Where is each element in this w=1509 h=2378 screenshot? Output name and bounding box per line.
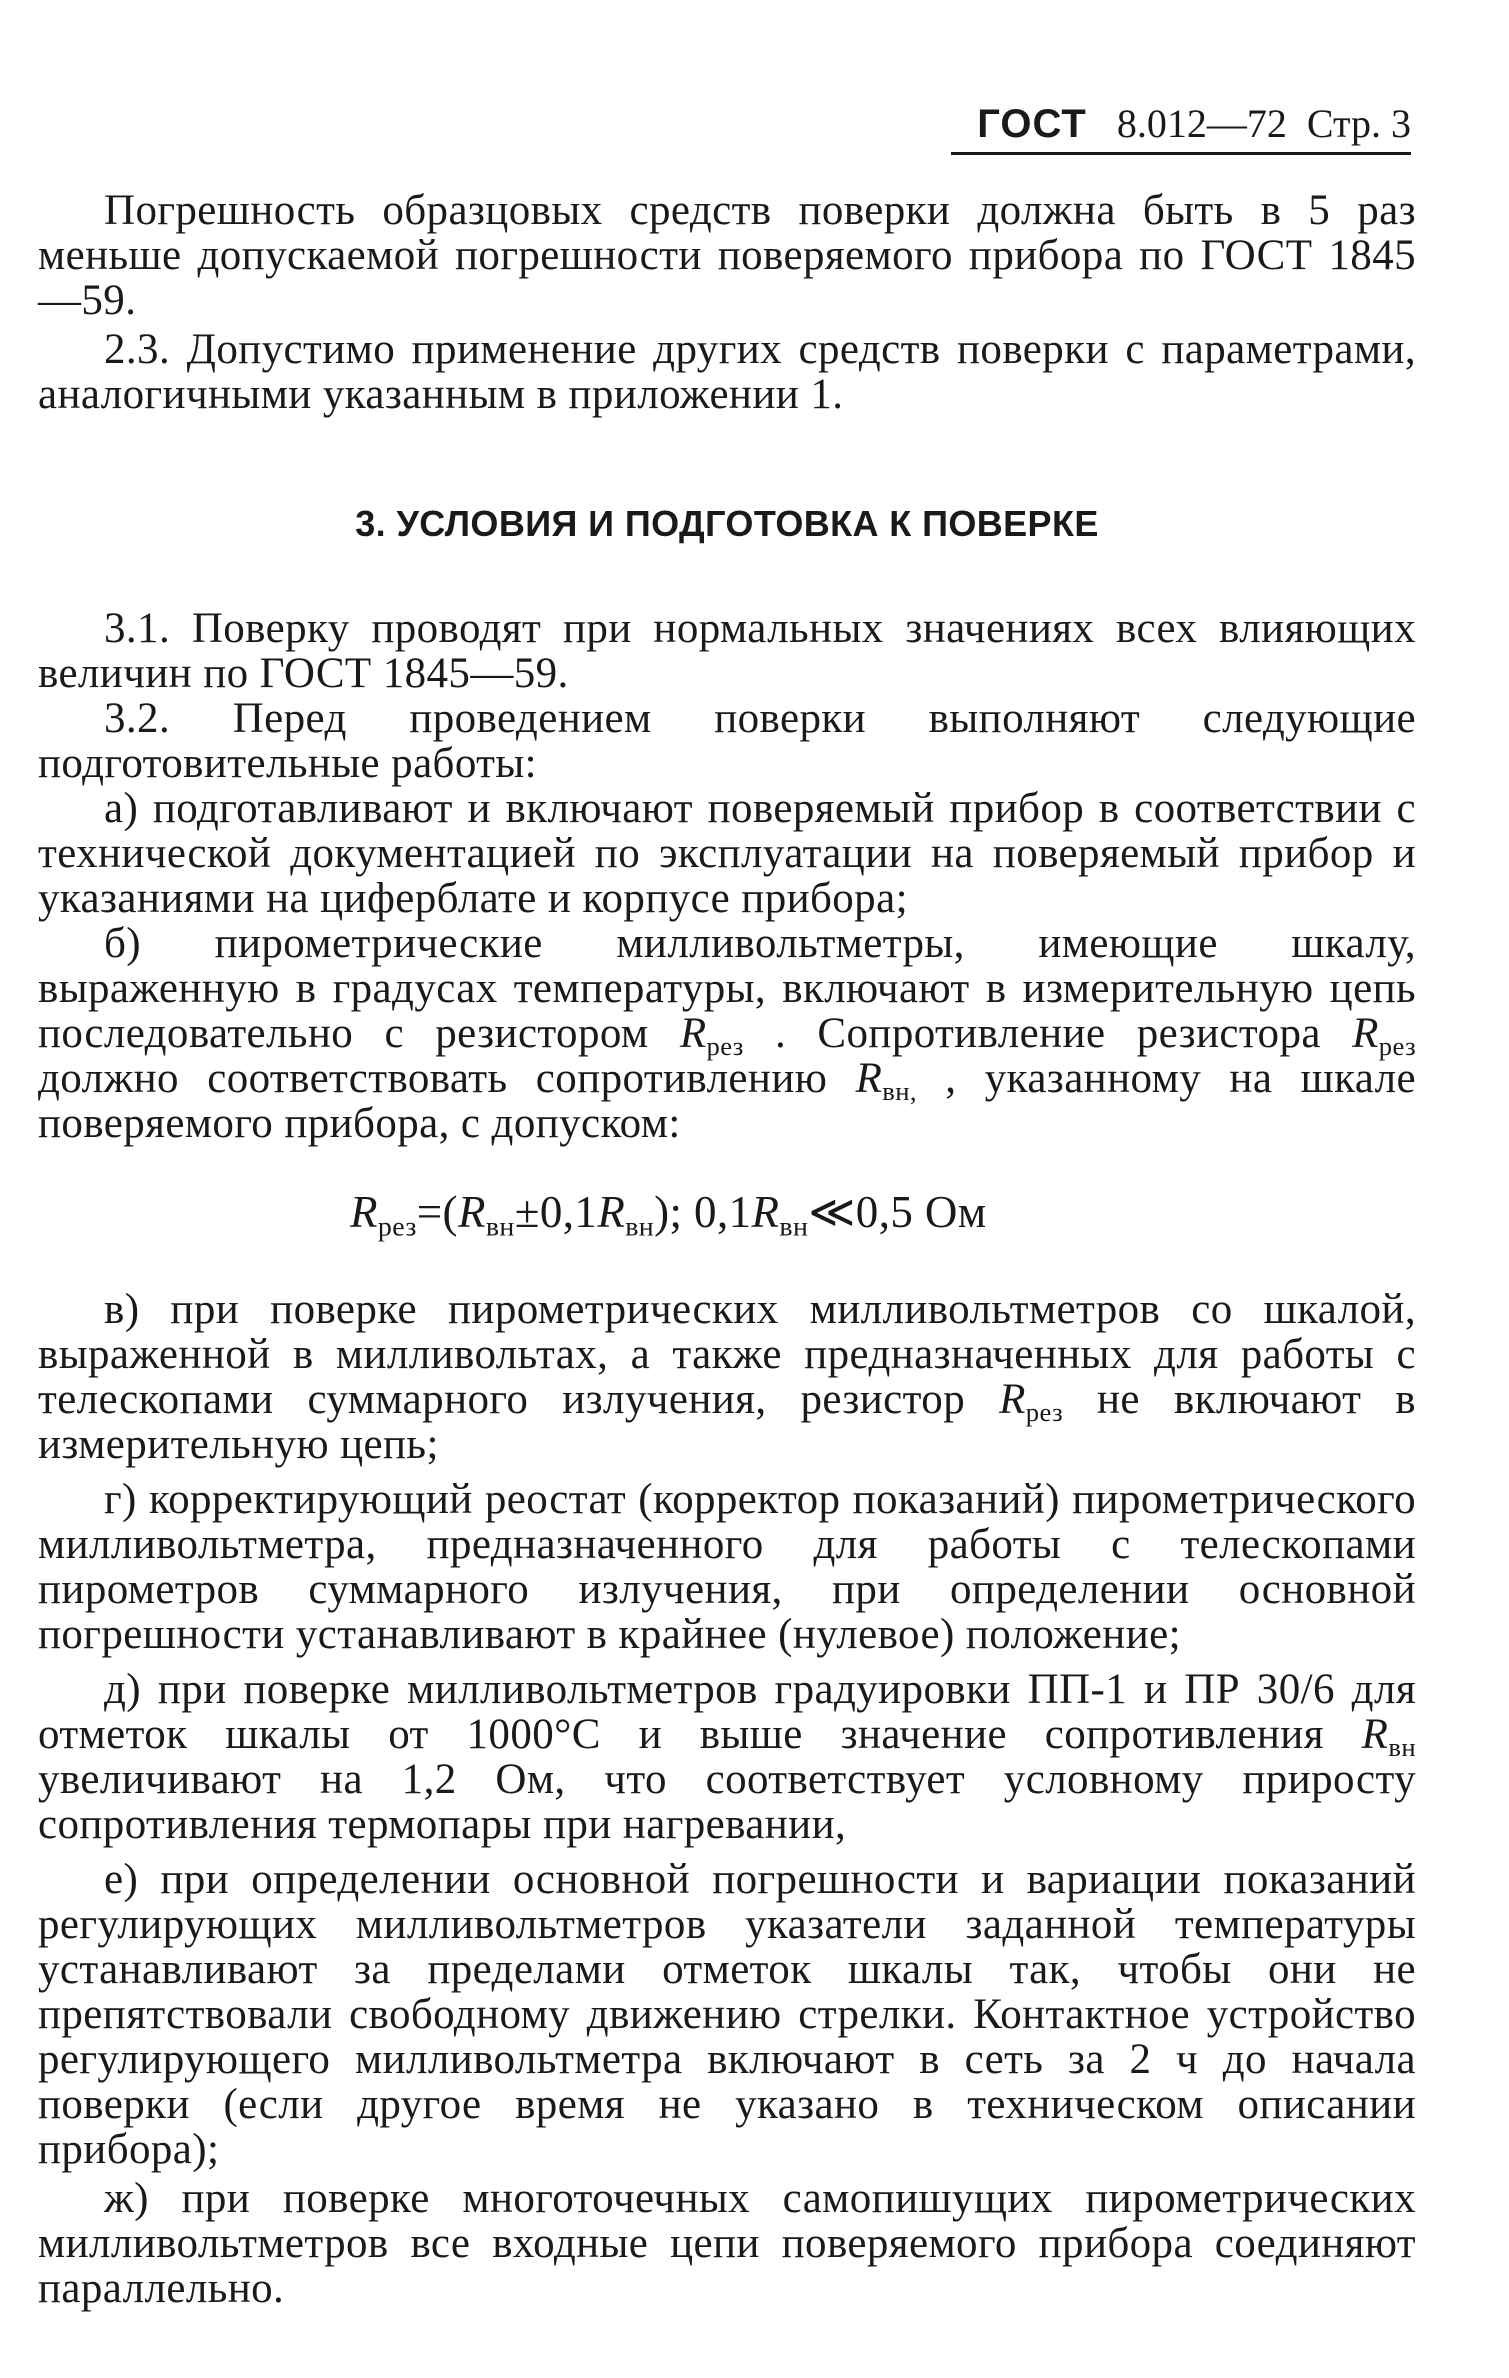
header-page-number: Стр. 3 bbox=[1306, 101, 1411, 146]
list-item-d: д) при поверке милливольтметров градуировки ПП-1 и ПР 30/6 для отметок шкалы от 1000°С и выше значение сопротивления $R_{вн}$ увеличивают на 1,2 Ом, что соответствует условному приросту сопротивления термопары при нагревании, bbox=[38, 1666, 1416, 1848]
list-item-v: в) при поверке пирометрических милливольтметров со шкалой, выраженной в милливольтах, а также предназначенных для работы с телескопами суммарного излучения, резистор $R_{рез}$ не включают в измерительную цепь; bbox=[38, 1286, 1417, 1468]
paragraph-accuracy: Погрешность образцовых средств поверки должна быть в 5 раз меньше допускаемой погрешности поверяемого прибора по ГОСТ 1845—59. bbox=[38, 187, 1416, 324]
paragraph-3-1: 3.1. Поверку проводят при нормальных значениях всех влияющих величин по ГОСТ 1845—59. bbox=[38, 605, 1416, 697]
symbol-r-rez-3: $R_{рез}$ bbox=[999, 1376, 1063, 1427]
symbol-r-vn: $R_{вн,}$ bbox=[855, 1055, 917, 1106]
list-item-a: а) подготавливают и включают поверяемый прибор в соответствии с технической документацией по эксплуатации на поверяемый прибор и указаниями на циферблате и корпусе прибора; bbox=[38, 785, 1416, 922]
list-item-zh: ж) при поверке многоточечных самопишущих пирометрических милливольтметров все входные цепи поверяемого прибора соединяют параллельно. bbox=[38, 2175, 1416, 2312]
header-standard-number: 8.012—72 bbox=[1116, 101, 1287, 146]
symbol-r-rez-2: $R_{рез}$ bbox=[1352, 1010, 1416, 1061]
paragraph-3-2: 3.2. Перед проведением поверки выполняют следующие подготовительные работы: bbox=[38, 695, 1416, 787]
list-item-b: б) пирометрические милливольтметры, имеющие шкалу, выраженную в градусах температуры, включают в измерительную цепь последовательно с резистором $R_{рез}$ . Сопротивление резистора $R_{рез}$ должно соответствовать сопротивлению $R_{вн,}$ , указанному на шкале поверяемого прибора, с допуском: bbox=[38, 920, 1416, 1147]
list-item-g: г) корректирующий реостат (корректор показаний) пирометрического милливольтметра, предназначенного для работы с телескопами пирометров суммарного излучения, при определении основной погрешности устанавливают в крайнее (нулевое) положение; bbox=[38, 1476, 1416, 1658]
paragraph-2-3: 2.3. Допустимо применение других средств поверки с параметрами, аналогичными указанным в приложении 1. bbox=[38, 326, 1416, 418]
document-body bbox=[38, 188, 1416, 2311]
formula-resistance-tolerance: $R_{рез}=(R_{вн}\pm 0,1R_{вн})$; $0,1R_{вн}≪0,5$ Ом bbox=[350, 1187, 987, 1243]
page-header bbox=[951, 101, 1411, 155]
symbol-r-vn-2: $R_{вн}$ bbox=[1361, 1711, 1416, 1762]
symbol-r-rez: $R_{рез}$ bbox=[679, 1010, 744, 1061]
header-gost: ГОСТ bbox=[977, 102, 1087, 146]
section-3-title: 3. УСЛОВИЯ И ПОДГОТОВКА К ПОВЕРКЕ bbox=[355, 503, 1099, 544]
list-item-e: е) при определении основной погрешности и вариации показаний регулирующих милливольтметров указатели заданной температуры устанавливают за пределами отметок шкалы так, чтобы они не препятствовали свободному движению стрелки. Контактное устройство регулирующего милливольтметра включают в сеть за 2 ч до начала поверки (если другое время не указано в техническом описании прибора); bbox=[38, 1856, 1416, 2173]
